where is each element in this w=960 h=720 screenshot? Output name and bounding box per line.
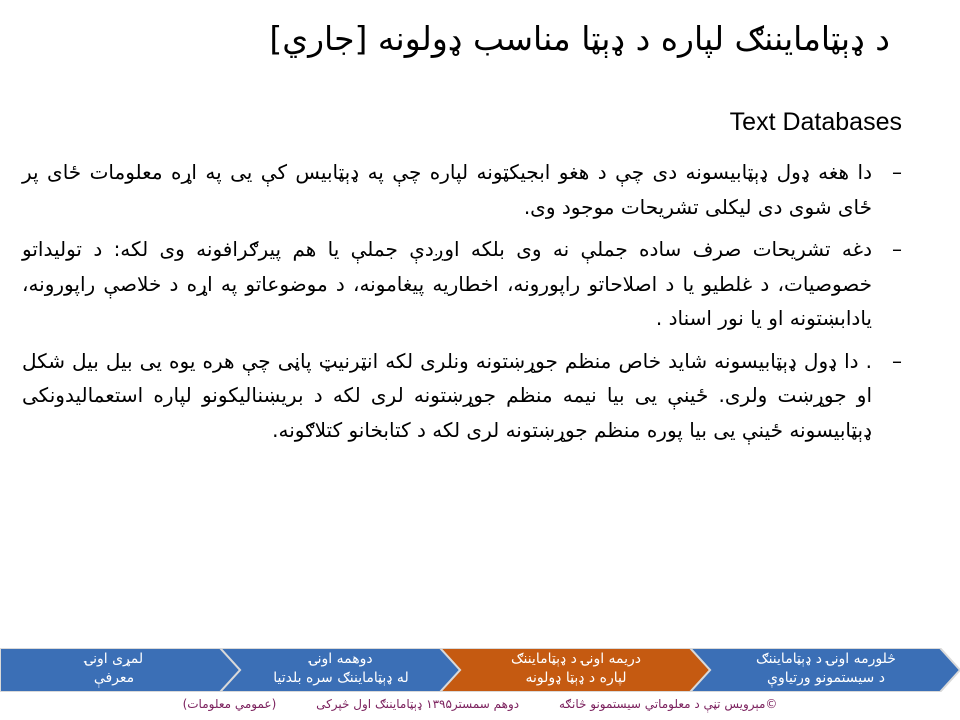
- nav-label-line: دوهمه اونۍ: [309, 651, 373, 667]
- bullet-dash: –: [892, 160, 902, 184]
- nav-label-line: معرفې: [93, 670, 135, 686]
- bullet-dash: –: [892, 348, 902, 373]
- nav-label-line: لمړی اونۍ: [84, 651, 144, 667]
- bullet-item: [22, 232, 902, 336]
- footer-course: دوهم سمستر۱۳۹۵ ډېټامايننګ اول څپرکی: [316, 697, 520, 711]
- slide-footer: [0, 697, 960, 711]
- bullet-list: [22, 155, 902, 455]
- footer-author: ©مېرويس تڼې د معلوماتي سيستمونو څانګه: [558, 697, 778, 711]
- bullet-item: [22, 344, 902, 448]
- bullet-text: . دا ډول ډېټابيسونه شايد خاص منظم جوړښتونه ونلری لکه انټرنيټ پاڼی چې هره يوه يی بيل بيل شکل او جوړښت ولری. ځينې يی بيا نيمه منظم جوړښتونه لری لکه د بريښناليکونو لپاره استعماليدونکی ډېټابيسونه ځينې يی بيا پوره منظم جوړښتونه لری لکه د کتابخانو کتلاګونه.: [22, 348, 872, 442]
- slide-title: د ډېټامايننګ لپاره د ډېټا مناسب ډولونه [جاري]: [269, 19, 890, 58]
- bullet-text: دغه تشريحات صرف ساده جملې نه وی بلکه اوږدې جملې يا هم پيرګرافونه وی لکه: د توليداتو خصوصيات، د غلطيو يا د اصلاحاتو راپورونه، اخطاريه پيغامونه، د موضوعاتو په اړه د خلاصې راپورونه، يادابښتونه او يا نور اسناد .: [22, 237, 872, 330]
- nav-label-week2[interactable]: [242, 650, 440, 688]
- nav-label-week4[interactable]: [712, 650, 940, 688]
- nav-label-week3[interactable]: [462, 650, 690, 688]
- nav-label-line: لپاره د ډېټا ډولونه: [525, 670, 627, 686]
- footer-category: (عمومي معلومات): [182, 697, 277, 711]
- nav-label-line: د سيستمونو ورتياوې: [767, 670, 885, 686]
- slide-subheading: Text Databases: [729, 108, 902, 136]
- nav-label-line: دريمه اونۍ د ډېټامايننګ: [510, 651, 642, 667]
- bullet-dash: –: [892, 237, 902, 261]
- nav-label-line: له ډېټامايننګ سره بلدتيا: [273, 670, 409, 686]
- bullet-text: دا هغه ډول ډېټابيسونه دی چې د هغو ابجيکټونه لپاره چې په ډېټابيس کې يی په اړه معلومات ځای پر ځای شوی دی ليکلی تشريحات موجود وی.: [22, 160, 872, 219]
- bullet-item: [22, 155, 902, 224]
- nav-label-line: څلورمه اونۍ د ډېټامايننګ: [756, 651, 896, 667]
- nav-label-week1[interactable]: [8, 650, 220, 688]
